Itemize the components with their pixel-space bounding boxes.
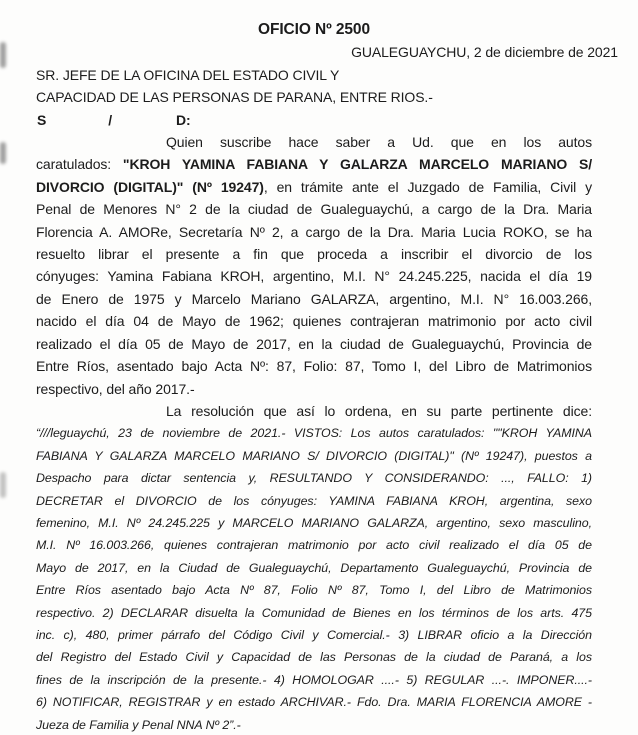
resolution-line — [36, 467, 592, 489]
scan-artifact — [0, 472, 6, 498]
resolution-line — [36, 691, 592, 713]
resolution-line — [36, 557, 592, 579]
text-segment: Mayo de 2017, en la Ciudad de Gualeguaychú, Departamento Gualeguaychú, Provincia de — [36, 560, 592, 575]
text-segment: DIVORCIO (DIGITAL)" (Nº 19247) — [36, 178, 264, 195]
text-segment: , en trámite ante el Juzgado de Familia, Civil y — [263, 178, 592, 195]
text-segment: / — [108, 111, 113, 128]
text-segment: Entre Ríos, asentado bajo Acta Nº: 87, Folio: 87, Tomo I, del Libro de Matrimonios — [36, 358, 592, 375]
text-segment: fines de la inscripción de la presente.- 4) HOMOLOGAR ....- 5) REGULAR ...-. IMPONER....- — [36, 672, 592, 687]
text-segment: cónyuges: Yamina Fabiana KROH, argentino, M.I. N° 24.245.225, nacida el día 19 — [36, 268, 592, 285]
text-segment: DECRETAR el DIVORCIO de los cónyuges: YAMINA FABIANA KROH, argentina, sexo — [36, 493, 592, 508]
text-segment: respectivo. 2) DECLARAR disuelta la Comunidad de Bienes en los términos de los arts. 475 — [36, 605, 592, 620]
body-line — [36, 131, 592, 153]
body-line — [36, 198, 592, 220]
resolution-line — [36, 422, 592, 444]
text-segment: GUALEGUAYCHU, 2 de diciembre de 2021 — [351, 44, 618, 61]
text-segment: Jueza de Familia y Penal NNA Nº 2”.- — [36, 717, 241, 732]
text-segment: La resolución que así lo ordena, en su parte pertinente dice: — [166, 402, 592, 419]
resolution-line — [36, 624, 592, 646]
body-line — [36, 243, 592, 265]
text-segment: S — [37, 111, 47, 128]
resolution-line — [36, 602, 592, 624]
text-segment: M.I. Nº 16.003.266, quienes contrajeran matrimonio por acto civil realizado el día 05 de — [36, 538, 592, 553]
body-line — [36, 310, 592, 332]
body-line — [36, 400, 592, 422]
text-segment: CAPACIDAD DE LAS PERSONAS DE PARANA, ENTRE RIOS.- — [36, 89, 433, 106]
text-segment: Despacho para dictar sentencia y, RESULTANDO Y CONSIDERANDO: ..., FALLO: 1) — [36, 471, 592, 486]
text-segment: respectivo, del año 2017.- — [36, 380, 195, 397]
text-segment: resuelto librar el presente a fin que proceda a inscribir el divorcio de los — [36, 246, 592, 263]
text-segment: SR. JEFE DE LA OFICINA DEL ESTADO CIVIL Y — [36, 66, 340, 83]
text-segment: del Registro del Estado Civil y Capacidad de las Personas de la ciudad de Paraná, a los — [36, 650, 592, 665]
body-line — [36, 153, 592, 175]
scan-artifact — [0, 42, 6, 68]
document-body — [36, 18, 618, 735]
place-date-line — [36, 41, 618, 63]
text-segment: 6) NOTIFICAR, REGISTRAR y en estado ARCHIVAR.- Fdo. Dra. MARIA FLORENCIA AMORE - — [36, 695, 592, 710]
resolution-line — [36, 579, 592, 601]
text-segment: "KROH YAMINA FABIANA Y GALARZA MARCELO MARIANO S/ — [122, 156, 592, 173]
addressee-line-2 — [36, 86, 592, 108]
resolution-line — [36, 646, 592, 668]
body-line — [36, 333, 592, 355]
text-segment: femenino, M.I. Nº 24.245.225 y MARCELO MARIANO GALARZA, argentino, sexo masculino, — [36, 515, 592, 530]
text-segment: Quien suscribe hace saber a Ud. que en los autos — [166, 134, 592, 151]
text-segment: Penal de Menores N° 2 de la ciudad de Gualeguaychú, a cargo de la Dra. Maria — [36, 201, 592, 218]
resolution-line — [36, 714, 592, 735]
body-line — [36, 288, 592, 310]
body-line — [36, 221, 592, 243]
resolution-line — [36, 669, 592, 691]
document-title — [36, 18, 592, 41]
text-segment: Entre Ríos asentado bajo Acta Nº 87, Folio Nº 87, Tomo I, del Libro de Matrimonios — [36, 583, 592, 598]
body-line — [36, 265, 592, 287]
body-line — [36, 355, 592, 377]
body-line — [36, 378, 592, 400]
addressee-line-1 — [36, 64, 592, 86]
resolution-line — [36, 490, 592, 512]
text-segment: FABIANA Y GALARZA MARCELO MARIANO S/ DIVORCIO (DIGITAL)" (Nº 19247), puestos a — [36, 448, 592, 463]
text-segment: de Enero de 1975 y Marcelo Mariano GALARZA, argentino, M.I. N° 16.003.266, — [36, 290, 592, 307]
salutation-line — [36, 109, 592, 131]
resolution-line — [36, 512, 592, 534]
resolution-line — [36, 445, 592, 467]
scan-artifact — [0, 142, 6, 164]
resolution-line — [36, 534, 592, 556]
text-segment: D: — [176, 111, 191, 128]
text-segment: Florencia A. AMORe, Secretaría Nº 2, a cargo de la Dra. Maria Lucia ROKO, se ha — [36, 223, 592, 240]
body-line — [36, 176, 592, 198]
text-segment: “///leguaychú, 23 de noviembre de 2021.- VISTOS: Los autos caratulados: ""KROH YAMINA — [36, 426, 592, 441]
text-segment: nacido el día 04 de Mayo de 1962; quienes contrajeran matrimonio por acto civil — [36, 313, 592, 330]
text-segment: inc. c), 480, primer párrafo del Código Civil y Comercial.- 3) LIBRAR oficio a la Dirección — [36, 627, 592, 642]
text-segment: OFICIO Nº 2500 — [258, 21, 370, 38]
text-segment: caratulados: — [36, 156, 123, 173]
text-segment: realizado el día 05 de Mayo de 2017, en la ciudad de Gualeguaychú, Provincia de — [36, 335, 592, 352]
